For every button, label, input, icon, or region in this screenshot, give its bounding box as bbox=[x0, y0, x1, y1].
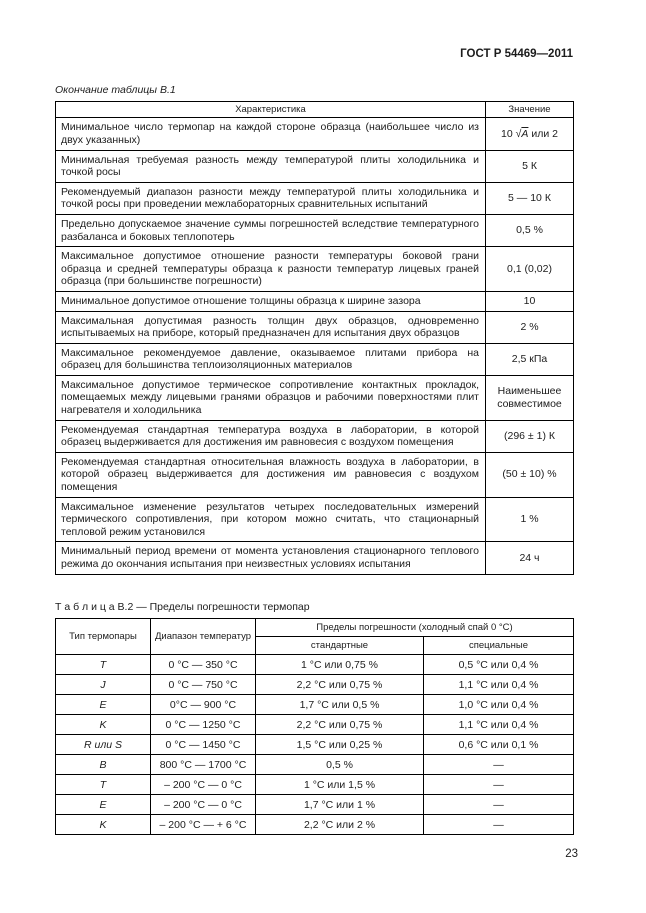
table-row bbox=[56, 118, 574, 150]
table-b1 bbox=[55, 101, 574, 575]
characteristic-cell: Максимальное изменение результатов четырех последовательных измерений термического сопротивления, при котором можно считать, что стационарный тепловой режим установился bbox=[56, 497, 486, 542]
value-cell: 0,1 (0,02) bbox=[486, 247, 574, 292]
type-cell: T bbox=[56, 775, 151, 795]
table-row bbox=[56, 542, 574, 574]
value-cell: 2,5 кПа bbox=[486, 343, 574, 375]
type-cell: K bbox=[56, 815, 151, 835]
column-header-value: Значение bbox=[486, 102, 574, 118]
table-row bbox=[56, 675, 574, 695]
special-limit-cell: — bbox=[424, 815, 574, 835]
type-cell: E bbox=[56, 795, 151, 815]
page-number: 23 bbox=[565, 848, 578, 860]
standard-limit-cell: 1,7 °С или 0,5 % bbox=[256, 695, 424, 715]
special-limit-cell: 0,6 °С или 0,1 % bbox=[424, 735, 574, 755]
range-cell: 0 °С — 1450 °С bbox=[151, 735, 256, 755]
table-row bbox=[56, 655, 574, 675]
table-header-row bbox=[56, 102, 574, 118]
table-row bbox=[56, 755, 574, 775]
value-cell: 5 К bbox=[486, 150, 574, 182]
table-row bbox=[56, 214, 574, 246]
characteristic-cell: Минимальное допустимое отношение толщины образца к ширине зазора bbox=[56, 291, 486, 311]
table-header-row bbox=[56, 618, 574, 636]
special-limit-cell: 1,0 °С или 0,4 % bbox=[424, 695, 574, 715]
type-cell: E bbox=[56, 695, 151, 715]
value-cell: (296 ± 1) К bbox=[486, 420, 574, 452]
table-row bbox=[56, 795, 574, 815]
table-row bbox=[56, 735, 574, 755]
characteristic-cell: Максимальная допустимая разность толщин двух образцов, одновременно испытываемых на приборе, который предназначен для испытания двух образцов bbox=[56, 311, 486, 343]
value-cell: 5 — 10 К bbox=[486, 182, 574, 214]
table1-caption: Окончание таблицы В.1 bbox=[55, 84, 176, 96]
range-cell: 0 °С — 1250 °С bbox=[151, 715, 256, 735]
table-b2 bbox=[55, 618, 574, 836]
special-limit-cell: — bbox=[424, 755, 574, 775]
table-row bbox=[56, 715, 574, 735]
standard-limit-cell: 2,2 °С или 0,75 % bbox=[256, 675, 424, 695]
standard-limit-cell: 1,7 °С или 1 % bbox=[256, 795, 424, 815]
characteristic-cell: Предельно допускаемое значение суммы погрешностей вследствие температурного разбаланса и боковых теплопотерь bbox=[56, 214, 486, 246]
standard-limit-cell: 1,5 °С или 0,25 % bbox=[256, 735, 424, 755]
table-row bbox=[56, 375, 574, 420]
table-row bbox=[56, 420, 574, 452]
value-suffix: или 2 bbox=[531, 127, 558, 140]
type-cell: R или S bbox=[56, 735, 151, 755]
type-cell: T bbox=[56, 655, 151, 675]
type-cell: K bbox=[56, 715, 151, 735]
table-row bbox=[56, 775, 574, 795]
column-header-limits: Пределы погрешности (холодный спай 0 °С) bbox=[256, 618, 574, 636]
value-cell: 24 ч bbox=[486, 542, 574, 574]
range-cell: 800 °С — 1700 °С bbox=[151, 755, 256, 775]
standard-limit-cell: 2,2 °С или 2 % bbox=[256, 815, 424, 835]
column-header-type: Тип термопары bbox=[56, 618, 151, 655]
table-row bbox=[56, 291, 574, 311]
characteristic-cell: Максимальное рекомендуемое давление, оказываемое плитами прибора на образец для большинства теплоизоляционных материалов bbox=[56, 343, 486, 375]
special-limit-cell: — bbox=[424, 795, 574, 815]
range-cell: 0 °С — 350 °С bbox=[151, 655, 256, 675]
range-cell: 0 °С — 750 °С bbox=[151, 675, 256, 695]
special-limit-cell: — bbox=[424, 775, 574, 795]
characteristic-cell: Минимальная требуемая разность между температурой плиты холодильника и точкой росы bbox=[56, 150, 486, 182]
characteristic-cell: Максимальное допустимое термическое сопротивление контактных прокладок, помещаемых между лицевыми гранями образцов и рабочими поверхностями плит нагревателя и холодильника bbox=[56, 375, 486, 420]
standard-limit-cell: 2,2 °С или 0,75 % bbox=[256, 715, 424, 735]
range-cell: – 200 °С — 0 °С bbox=[151, 775, 256, 795]
column-header-characteristic: Характеристика bbox=[56, 102, 486, 118]
value-prefix: 10 bbox=[501, 127, 513, 140]
column-header-special: специальные bbox=[424, 637, 574, 655]
value-cell: Наименьшее совместимое bbox=[486, 375, 574, 420]
range-cell: – 200 °С — 0 °С bbox=[151, 795, 256, 815]
value-cell: 2 % bbox=[486, 311, 574, 343]
characteristic-cell: Рекомендуемая стандартная относительная влажность воздуха в лаборатории, в которой образец выдерживается для достижения им равновесия с воздухом помещения bbox=[56, 452, 486, 497]
column-header-standard: стандартные bbox=[256, 637, 424, 655]
table-row bbox=[56, 815, 574, 835]
table-row bbox=[56, 695, 574, 715]
standard-limit-cell: 1 °С или 1,5 % bbox=[256, 775, 424, 795]
standard-limit-cell: 1 °С или 0,75 % bbox=[256, 655, 424, 675]
type-cell: B bbox=[56, 755, 151, 775]
table-row bbox=[56, 343, 574, 375]
characteristic-cell: Минимальное число термопар на каждой стороне образца (наибольшее число из двух указанных) bbox=[56, 118, 486, 150]
value-cell: (50 ± 10) % bbox=[486, 452, 574, 497]
characteristic-cell: Рекомендуемая стандартная температура воздуха в лаборатории, в которой образец выдерживается для достижения им равновесия с воздухом помещения bbox=[56, 420, 486, 452]
range-cell: 0°С — 900 °С bbox=[151, 695, 256, 715]
characteristic-cell: Максимальное допустимое отношение разности температуры боковой грани образца и средней температуры образца к разности температур лицевых граней образца (при большинстве погрешности) bbox=[56, 247, 486, 292]
characteristic-cell: Минимальный период времени от момента установления стационарного теплового режима до окончания испытания при неизвестных условиях испытания bbox=[56, 542, 486, 574]
table-row bbox=[56, 182, 574, 214]
characteristic-cell: Рекомендуемый диапазон разности между температурой плиты холодильника и точкой росы при проведении межлабораторных сравнительных испытаний bbox=[56, 182, 486, 214]
value-cell: 10 bbox=[486, 291, 574, 311]
radical-sign-icon: √ bbox=[515, 127, 522, 140]
value-cell: 1 % bbox=[486, 497, 574, 542]
column-header-range: Диапазон температур bbox=[151, 618, 256, 655]
document-header: ГОСТ Р 54469—2011 bbox=[460, 48, 573, 60]
type-cell: J bbox=[56, 675, 151, 695]
table-row bbox=[56, 311, 574, 343]
special-limit-cell: 1,1 °С или 0,4 % bbox=[424, 715, 574, 735]
special-limit-cell: 0,5 °С или 0,4 % bbox=[424, 655, 574, 675]
radicand: A bbox=[521, 127, 529, 140]
table-row bbox=[56, 247, 574, 292]
range-cell: – 200 °С — + 6 °С bbox=[151, 815, 256, 835]
table-row bbox=[56, 497, 574, 542]
special-limit-cell: 1,1 °С или 0,4 % bbox=[424, 675, 574, 695]
table-row bbox=[56, 452, 574, 497]
value-cell: 0,5 % bbox=[486, 214, 574, 246]
table-row bbox=[56, 150, 574, 182]
standard-limit-cell: 0,5 % bbox=[256, 755, 424, 775]
value-cell bbox=[486, 118, 574, 150]
table2-caption: Т а б л и ц а В.2 — Пределы погрешности термопар bbox=[55, 600, 310, 613]
